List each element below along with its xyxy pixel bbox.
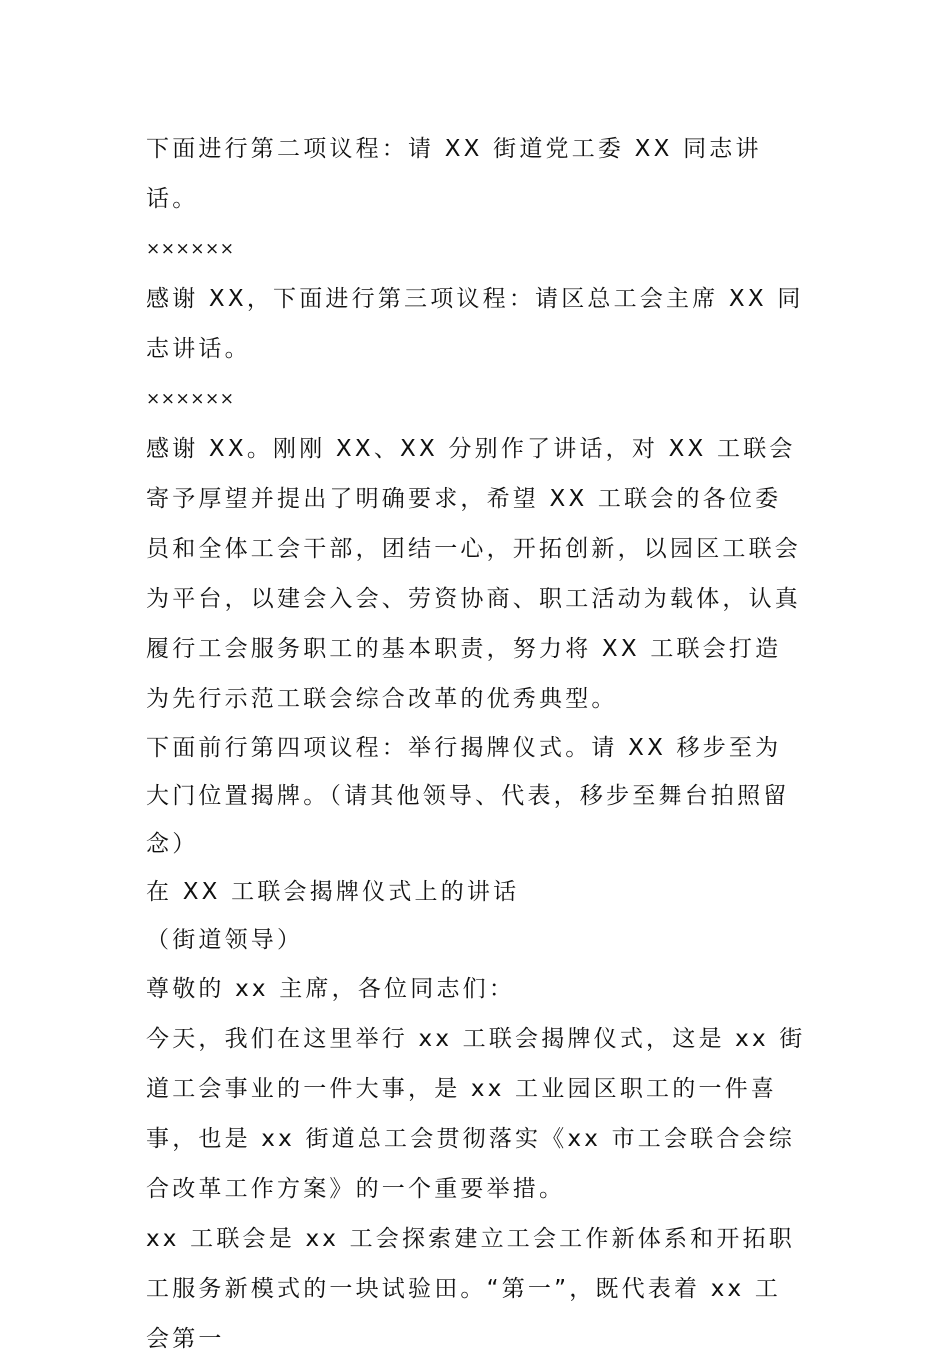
- speaker-note: （街道领导）: [146, 927, 304, 953]
- paragraph-agenda-4: 下面前行第四项议程：举行揭牌仪式。请 XX 移步至为大门位置揭牌。（请其他领导、代表，移步至舞台拍照留念）: [146, 735, 790, 857]
- paragraph-speech-2: xx 工联会是 xx 工会探索建立工会工作新体系和开拓职工服务新模式的一块试验田。“第一”，既代表着 xx 工会第一: [146, 1226, 795, 1352]
- paragraph-agenda-3: 感谢 XX，下面进行第三项议程：请区总工会主席 XX 同志讲话。: [146, 286, 804, 362]
- paragraph-agenda-2: 下面进行第二项议程：请 XX 街道党工委 XX 同志讲话。: [146, 136, 762, 212]
- salutation: 尊敬的 xx 主席，各位同志们：: [146, 976, 516, 1002]
- placeholder-marks: ××××××: [146, 389, 235, 409]
- paragraph-thanks-summary: 感谢 XX。刚刚 XX、XX 分别作了讲话，对 XX 工联会寄予厚望并提出了明确要求，希望 XX 工联会的各位委员和全体工会干部，团结一心，开拓创新，以园区工联会为平台，以建会入会、劳资协商、职工活动为载体，认真履行工会服务职工的基本职责，努力将 XX 工联会打造为先行示范工联会综合改革的优秀典型。: [146, 436, 801, 712]
- speech-title: 在 XX 工联会揭牌仪式上的讲话: [146, 879, 520, 905]
- paragraph-speech-1: 今天，我们在这里举行 xx 工联会揭牌仪式，这是 xx 街道工会事业的一件大事，是 xx 工业园区职工的一件喜事，也是 xx 街道总工会贯彻落实《xx 市工会联合会综合改革工作方案》的一个重要举措。: [146, 1026, 806, 1202]
- document-body: [146, 124, 806, 1364]
- placeholder-marks: ××××××: [146, 239, 235, 259]
